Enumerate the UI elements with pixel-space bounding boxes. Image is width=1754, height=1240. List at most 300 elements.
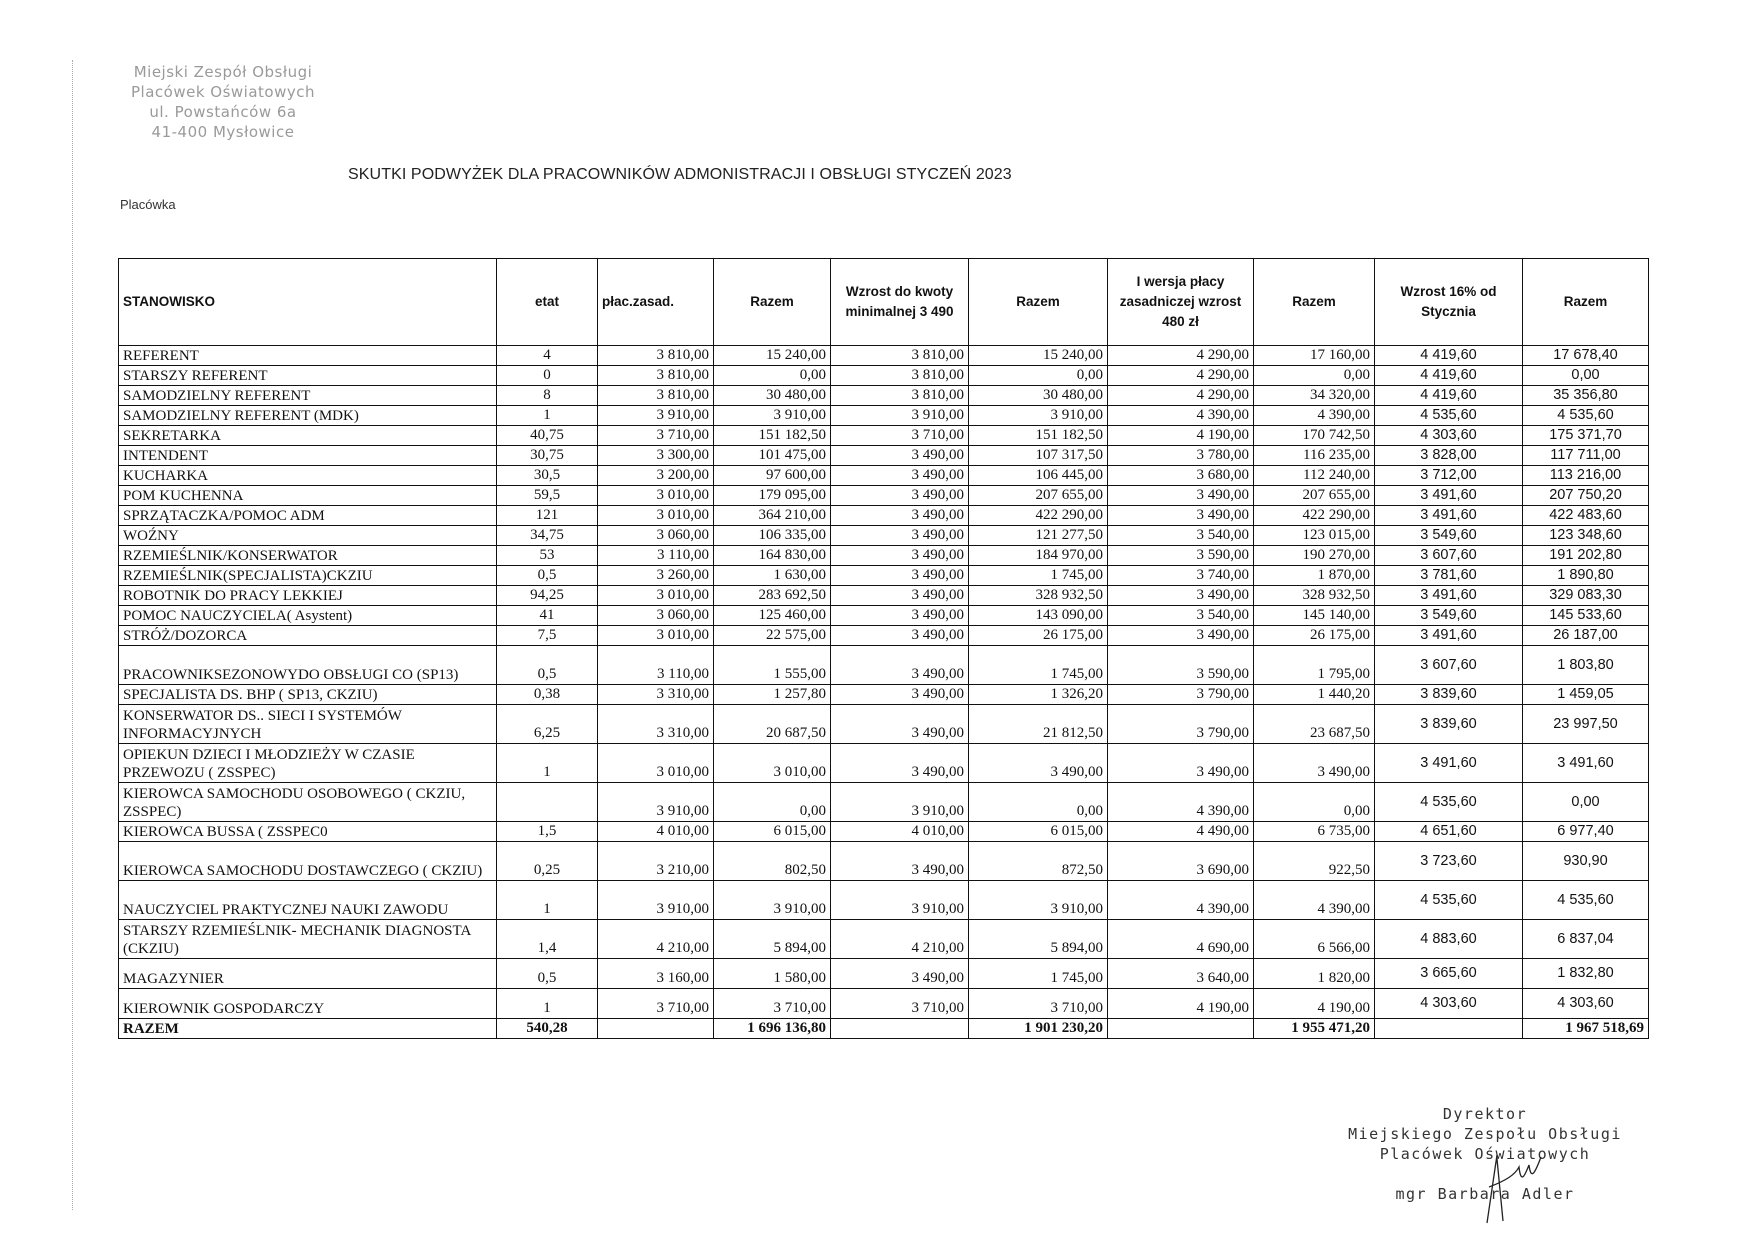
header-wzrost-minimalnej: Wzrost do kwoty minimalnej 3 490 xyxy=(831,259,969,346)
cell-razem-3: 23 687,50 xyxy=(1254,705,1375,744)
cell-wersja-480: 4 190,00 xyxy=(1108,989,1254,1019)
cell-etat: 1,5 xyxy=(497,822,598,842)
cell-wzrost-16: 3 491,60 xyxy=(1375,586,1523,606)
table-row xyxy=(119,744,1649,783)
cell-etat: 0,25 xyxy=(497,842,598,881)
cell-wzrost-minimalnej: 3 490,00 xyxy=(831,506,969,526)
cell-wzrost-minimalnej: 3 490,00 xyxy=(831,646,969,685)
cell-wzrost-16: 4 651,60 xyxy=(1375,822,1523,842)
cell-stanowisko: RZEMIEŚLNIK/KONSERWATOR xyxy=(119,546,497,566)
cell-wzrost-minimalnej: 4 010,00 xyxy=(831,822,969,842)
cell-wzrost-minimalnej: 3 490,00 xyxy=(831,526,969,546)
cell-wzrost-minimalnej: 3 910,00 xyxy=(831,881,969,920)
cell-razem-2: 21 812,50 xyxy=(969,705,1108,744)
cell-razem-3: 6 566,00 xyxy=(1254,920,1375,959)
cell-wzrost-minimalnej: 3 490,00 xyxy=(831,606,969,626)
table-row xyxy=(119,646,1649,685)
salary-table xyxy=(118,258,1649,1039)
cell-wzrost-16: 3 491,60 xyxy=(1375,626,1523,646)
cell-wzrost-minimalnej: 3 490,00 xyxy=(831,466,969,486)
cell-razem-3: 0,00 xyxy=(1254,783,1375,822)
cell-razem-1: 283 692,50 xyxy=(714,586,831,606)
cell-etat xyxy=(497,783,598,822)
cell-etat: 0,38 xyxy=(497,685,598,705)
cell-stanowisko: SAMODZIELNY REFERENT (MDK) xyxy=(119,406,497,426)
header-razem-1: Razem xyxy=(714,259,831,346)
cell-razem-3: 422 290,00 xyxy=(1254,506,1375,526)
cell-wersja-480: 3 490,00 xyxy=(1108,486,1254,506)
cell-razem-4: 145 533,60 xyxy=(1523,606,1649,626)
cell-stanowisko: STRÓŻ/DOZORCA xyxy=(119,626,497,646)
cell-wzrost-minimalnej: 3 490,00 xyxy=(831,626,969,646)
cell-razem-3: 328 932,50 xyxy=(1254,586,1375,606)
cell-razem-3: 1 870,00 xyxy=(1254,566,1375,586)
cell-stanowisko: INTENDENT xyxy=(119,446,497,466)
header-wzrost-16: Wzrost 16% od Stycznia xyxy=(1375,259,1523,346)
cell-stanowisko: KONSERWATOR DS.. SIECI I SYSTEMÓW INFORMACYJNYCH xyxy=(119,705,497,744)
cell-razem-3: 922,50 xyxy=(1254,842,1375,881)
total-cell-stanowisko: RAZEM xyxy=(119,1019,497,1039)
cell-razem-2: 328 932,50 xyxy=(969,586,1108,606)
cell-razem-2: 3 710,00 xyxy=(969,989,1108,1019)
table-row xyxy=(119,506,1649,526)
header-razem-3: Razem xyxy=(1254,259,1375,346)
cell-wzrost-16: 3 491,60 xyxy=(1375,486,1523,506)
cell-razem-1: 22 575,00 xyxy=(714,626,831,646)
cell-wersja-480: 3 490,00 xyxy=(1108,506,1254,526)
cell-wzrost-minimalnej: 3 910,00 xyxy=(831,783,969,822)
cell-stanowisko: SPRZĄTACZKA/POMOC ADM xyxy=(119,506,497,526)
cell-razem-4: 207 750,20 xyxy=(1523,486,1649,506)
cell-stanowisko: WOŹNY xyxy=(119,526,497,546)
cell-wzrost-minimalnej: 3 490,00 xyxy=(831,586,969,606)
cell-razem-2: 1 745,00 xyxy=(969,646,1108,685)
total-cell-razem-1: 1 696 136,80 xyxy=(714,1019,831,1039)
cell-razem-3: 6 735,00 xyxy=(1254,822,1375,842)
cell-razem-3: 123 015,00 xyxy=(1254,526,1375,546)
cell-razem-4: 0,00 xyxy=(1523,366,1649,386)
cell-wzrost-minimalnej: 3 490,00 xyxy=(831,705,969,744)
cell-stanowisko: NAUCZYCIEL PRAKTYCZNEJ NAUKI ZAWODU xyxy=(119,881,497,920)
cell-razem-2: 422 290,00 xyxy=(969,506,1108,526)
cell-wzrost-minimalnej: 3 710,00 xyxy=(831,989,969,1019)
cell-wersja-480: 4 190,00 xyxy=(1108,426,1254,446)
table-row xyxy=(119,881,1649,920)
cell-etat: 40,75 xyxy=(497,426,598,446)
cell-wersja-480: 3 790,00 xyxy=(1108,685,1254,705)
cell-razem-4: 3 491,60 xyxy=(1523,744,1649,783)
cell-razem-1: 1 555,00 xyxy=(714,646,831,685)
document-title: SKUTKI PODWYŻEK DLA PRACOWNIKÓW ADMONISTRACJI I OBSŁUGI STYCZEŃ 2023 xyxy=(348,166,1012,183)
cell-etat: 1 xyxy=(497,989,598,1019)
cell-wzrost-16: 4 419,60 xyxy=(1375,386,1523,406)
table-row xyxy=(119,446,1649,466)
cell-razem-4: 422 483,60 xyxy=(1523,506,1649,526)
cell-wersja-480: 4 690,00 xyxy=(1108,920,1254,959)
table-row xyxy=(119,426,1649,446)
header-razem-2: Razem xyxy=(969,259,1108,346)
cell-razem-2: 6 015,00 xyxy=(969,822,1108,842)
cell-plac-zasad: 3 010,00 xyxy=(598,626,714,646)
signature-name: mgr Barbara Adler xyxy=(1395,1185,1575,1203)
total-cell-razem-2: 1 901 230,20 xyxy=(969,1019,1108,1039)
cell-wersja-480: 4 390,00 xyxy=(1108,783,1254,822)
cell-plac-zasad: 3 710,00 xyxy=(598,989,714,1019)
cell-razem-3: 116 235,00 xyxy=(1254,446,1375,466)
cell-wzrost-minimalnej: 3 810,00 xyxy=(831,386,969,406)
cell-razem-1: 164 830,00 xyxy=(714,546,831,566)
institution-stamp xyxy=(108,62,338,142)
cell-razem-1: 1 580,00 xyxy=(714,959,831,989)
cell-razem-1: 1 257,80 xyxy=(714,685,831,705)
cell-plac-zasad: 3 910,00 xyxy=(598,881,714,920)
cell-razem-2: 184 970,00 xyxy=(969,546,1108,566)
cell-razem-4: 191 202,80 xyxy=(1523,546,1649,566)
cell-razem-1: 15 240,00 xyxy=(714,346,831,366)
cell-razem-2: 3 490,00 xyxy=(969,744,1108,783)
cell-plac-zasad: 3 110,00 xyxy=(598,546,714,566)
cell-stanowisko: KIEROWCA BUSSA ( ZSSPEC0 xyxy=(119,822,497,842)
cell-razem-4: 1 890,80 xyxy=(1523,566,1649,586)
cell-wersja-480: 4 390,00 xyxy=(1108,406,1254,426)
cell-razem-2: 121 277,50 xyxy=(969,526,1108,546)
cell-wersja-480: 4 290,00 xyxy=(1108,346,1254,366)
cell-razem-4: 0,00 xyxy=(1523,783,1649,822)
cell-wzrost-minimalnej: 3 490,00 xyxy=(831,546,969,566)
cell-wzrost-minimalnej: 3 710,00 xyxy=(831,426,969,446)
cell-etat: 30,75 xyxy=(497,446,598,466)
table-row xyxy=(119,346,1649,366)
table-row xyxy=(119,546,1649,566)
stamp-line-1: Miejski Zespół Obsługi xyxy=(133,63,313,81)
cell-wersja-480: 3 540,00 xyxy=(1108,606,1254,626)
cell-razem-1: 151 182,50 xyxy=(714,426,831,446)
cell-razem-1: 3 910,00 xyxy=(714,406,831,426)
total-cell-razem-3: 1 955 471,20 xyxy=(1254,1019,1375,1039)
cell-wzrost-minimalnej: 3 490,00 xyxy=(831,744,969,783)
cell-etat: 0 xyxy=(497,366,598,386)
cell-razem-1: 802,50 xyxy=(714,842,831,881)
cell-razem-4: 123 348,60 xyxy=(1523,526,1649,546)
cell-razem-3: 4 390,00 xyxy=(1254,406,1375,426)
cell-razem-4: 26 187,00 xyxy=(1523,626,1649,646)
scan-margin-line xyxy=(72,60,73,1210)
cell-wzrost-minimalnej: 3 810,00 xyxy=(831,346,969,366)
table-row xyxy=(119,626,1649,646)
cell-razem-1: 125 460,00 xyxy=(714,606,831,626)
cell-razem-1: 1 630,00 xyxy=(714,566,831,586)
cell-wzrost-16: 3 491,60 xyxy=(1375,744,1523,783)
cell-razem-1: 179 095,00 xyxy=(714,486,831,506)
cell-razem-2: 1 745,00 xyxy=(969,566,1108,586)
table-row xyxy=(119,606,1649,626)
cell-plac-zasad: 3 810,00 xyxy=(598,366,714,386)
cell-razem-4: 113 216,00 xyxy=(1523,466,1649,486)
cell-wzrost-16: 3 491,60 xyxy=(1375,506,1523,526)
cell-razem-3: 17 160,00 xyxy=(1254,346,1375,366)
table-row xyxy=(119,705,1649,744)
cell-razem-4: 175 371,70 xyxy=(1523,426,1649,446)
table-row xyxy=(119,959,1649,989)
cell-stanowisko: KUCHARKA xyxy=(119,466,497,486)
cell-etat: 94,25 xyxy=(497,586,598,606)
cell-plac-zasad: 3 910,00 xyxy=(598,406,714,426)
cell-wersja-480: 4 290,00 xyxy=(1108,386,1254,406)
cell-stanowisko: OPIEKUN DZIECI I MŁODZIEŻY W CZASIE PRZEWOZU ( ZSSPEC) xyxy=(119,744,497,783)
cell-razem-4: 1 803,80 xyxy=(1523,646,1649,685)
header-plac-zasad: płac.zasad. xyxy=(598,259,714,346)
cell-wzrost-16: 4 419,60 xyxy=(1375,346,1523,366)
cell-razem-3: 4 390,00 xyxy=(1254,881,1375,920)
cell-wersja-480: 4 390,00 xyxy=(1108,881,1254,920)
cell-wzrost-minimalnej: 3 810,00 xyxy=(831,366,969,386)
cell-razem-3: 207 655,00 xyxy=(1254,486,1375,506)
cell-wzrost-16: 3 723,60 xyxy=(1375,842,1523,881)
cell-razem-4: 17 678,40 xyxy=(1523,346,1649,366)
cell-wzrost-minimalnej: 3 490,00 xyxy=(831,959,969,989)
table-row xyxy=(119,386,1649,406)
cell-etat: 59,5 xyxy=(497,486,598,506)
cell-stanowisko: SAMODZIELNY REFERENT xyxy=(119,386,497,406)
total-cell-wersja-480 xyxy=(1108,1019,1254,1039)
cell-razem-4: 1 832,80 xyxy=(1523,959,1649,989)
cell-plac-zasad: 3 010,00 xyxy=(598,586,714,606)
table-row xyxy=(119,920,1649,959)
table-row xyxy=(119,406,1649,426)
cell-wersja-480: 3 690,00 xyxy=(1108,842,1254,881)
cell-razem-2: 0,00 xyxy=(969,783,1108,822)
table-row xyxy=(119,586,1649,606)
cell-razem-4: 1 459,05 xyxy=(1523,685,1649,705)
cell-stanowisko: KIEROWCA SAMOCHODU DOSTAWCZEGO ( CKZIU) xyxy=(119,842,497,881)
cell-plac-zasad: 3 710,00 xyxy=(598,426,714,446)
table-row xyxy=(119,566,1649,586)
cell-wzrost-16: 4 535,60 xyxy=(1375,881,1523,920)
cell-razem-4: 4 535,60 xyxy=(1523,881,1649,920)
stamp-line-4: 41-400 Mysłowice xyxy=(151,123,295,141)
cell-razem-2: 3 910,00 xyxy=(969,406,1108,426)
cell-etat: 7,5 xyxy=(497,626,598,646)
cell-razem-4: 930,90 xyxy=(1523,842,1649,881)
table-row xyxy=(119,366,1649,386)
cell-stanowisko: SEKRETARKA xyxy=(119,426,497,446)
cell-razem-3: 1 440,20 xyxy=(1254,685,1375,705)
cell-razem-2: 1 745,00 xyxy=(969,959,1108,989)
cell-stanowisko: STARSZY REFERENT xyxy=(119,366,497,386)
cell-razem-4: 117 711,00 xyxy=(1523,446,1649,466)
table-row xyxy=(119,466,1649,486)
cell-plac-zasad: 3 010,00 xyxy=(598,506,714,526)
cell-razem-2: 1 326,20 xyxy=(969,685,1108,705)
cell-razem-2: 151 182,50 xyxy=(969,426,1108,446)
cell-razem-1: 3 010,00 xyxy=(714,744,831,783)
table-body xyxy=(119,346,1649,1039)
cell-wzrost-16: 4 535,60 xyxy=(1375,783,1523,822)
cell-razem-1: 30 480,00 xyxy=(714,386,831,406)
cell-plac-zasad: 3 210,00 xyxy=(598,842,714,881)
table-total-row xyxy=(119,1019,1649,1039)
cell-etat: 4 xyxy=(497,346,598,366)
cell-wzrost-16: 3 712,00 xyxy=(1375,466,1523,486)
cell-wersja-480: 3 490,00 xyxy=(1108,744,1254,783)
cell-plac-zasad: 4 210,00 xyxy=(598,920,714,959)
cell-razem-4: 329 083,30 xyxy=(1523,586,1649,606)
cell-stanowisko: POM KUCHENNA xyxy=(119,486,497,506)
cell-wersja-480: 3 640,00 xyxy=(1108,959,1254,989)
cell-wzrost-16: 3 781,60 xyxy=(1375,566,1523,586)
cell-razem-3: 112 240,00 xyxy=(1254,466,1375,486)
cell-wzrost-16: 3 549,60 xyxy=(1375,606,1523,626)
table-row xyxy=(119,526,1649,546)
cell-razem-1: 97 600,00 xyxy=(714,466,831,486)
cell-plac-zasad: 3 810,00 xyxy=(598,386,714,406)
cell-razem-3: 170 742,50 xyxy=(1254,426,1375,446)
total-cell-wzrost-16 xyxy=(1375,1019,1523,1039)
cell-etat: 121 xyxy=(497,506,598,526)
cell-razem-2: 143 090,00 xyxy=(969,606,1108,626)
cell-wersja-480: 4 290,00 xyxy=(1108,366,1254,386)
cell-stanowisko: ROBOTNIK DO PRACY LEKKIEJ xyxy=(119,586,497,606)
cell-razem-2: 5 894,00 xyxy=(969,920,1108,959)
placowka-label: Placówka xyxy=(120,197,176,212)
cell-razem-4: 4 303,60 xyxy=(1523,989,1649,1019)
cell-etat: 53 xyxy=(497,546,598,566)
cell-razem-4: 35 356,80 xyxy=(1523,386,1649,406)
cell-wzrost-minimalnej: 3 490,00 xyxy=(831,842,969,881)
cell-plac-zasad: 3 310,00 xyxy=(598,705,714,744)
cell-razem-2: 106 445,00 xyxy=(969,466,1108,486)
cell-wersja-480: 3 540,00 xyxy=(1108,526,1254,546)
cell-wzrost-16: 4 303,60 xyxy=(1375,426,1523,446)
cell-wersja-480: 3 590,00 xyxy=(1108,546,1254,566)
cell-razem-2: 207 655,00 xyxy=(969,486,1108,506)
cell-plac-zasad: 3 010,00 xyxy=(598,744,714,783)
table-header-row xyxy=(119,259,1649,346)
cell-razem-1: 20 687,50 xyxy=(714,705,831,744)
cell-razem-3: 34 320,00 xyxy=(1254,386,1375,406)
cell-etat: 0,5 xyxy=(497,566,598,586)
cell-razem-2: 26 175,00 xyxy=(969,626,1108,646)
cell-wzrost-16: 3 828,00 xyxy=(1375,446,1523,466)
cell-razem-3: 1 795,00 xyxy=(1254,646,1375,685)
cell-razem-4: 6 837,04 xyxy=(1523,920,1649,959)
table-row xyxy=(119,989,1649,1019)
cell-wzrost-16: 3 607,60 xyxy=(1375,546,1523,566)
cell-etat: 1 xyxy=(497,744,598,783)
cell-etat: 34,75 xyxy=(497,526,598,546)
cell-razem-1: 101 475,00 xyxy=(714,446,831,466)
table-row xyxy=(119,822,1649,842)
cell-plac-zasad: 3 060,00 xyxy=(598,606,714,626)
cell-stanowisko: REFERENT xyxy=(119,346,497,366)
cell-wersja-480: 3 740,00 xyxy=(1108,566,1254,586)
cell-wersja-480: 3 780,00 xyxy=(1108,446,1254,466)
cell-razem-1: 5 894,00 xyxy=(714,920,831,959)
cell-stanowisko: PRACOWNIKSEZONOWYDO OBSŁUGI CO (SP13) xyxy=(119,646,497,685)
cell-plac-zasad: 3 310,00 xyxy=(598,685,714,705)
signature-title: Dyrektor xyxy=(1442,1105,1528,1123)
cell-stanowisko: POMOC NAUCZYCIELA( Asystent) xyxy=(119,606,497,626)
header-stanowisko: STANOWISKO xyxy=(119,259,497,346)
cell-razem-2: 872,50 xyxy=(969,842,1108,881)
cell-wzrost-16: 4 303,60 xyxy=(1375,989,1523,1019)
cell-razem-1: 364 210,00 xyxy=(714,506,831,526)
cell-razem-2: 15 240,00 xyxy=(969,346,1108,366)
signature-institution-1: Miejskiego Zespołu Obsługi xyxy=(1348,1125,1622,1143)
cell-wersja-480: 3 490,00 xyxy=(1108,586,1254,606)
cell-razem-1: 0,00 xyxy=(714,366,831,386)
cell-wzrost-minimalnej: 3 910,00 xyxy=(831,406,969,426)
cell-plac-zasad: 3 260,00 xyxy=(598,566,714,586)
cell-wzrost-minimalnej: 3 490,00 xyxy=(831,685,969,705)
cell-wzrost-16: 4 419,60 xyxy=(1375,366,1523,386)
total-cell-etat: 540,28 xyxy=(497,1019,598,1039)
cell-wzrost-16: 3 839,60 xyxy=(1375,705,1523,744)
cell-plac-zasad: 3 300,00 xyxy=(598,446,714,466)
table-row xyxy=(119,685,1649,705)
total-cell-razem-4: 1 967 518,69 xyxy=(1523,1019,1649,1039)
cell-stanowisko: RZEMIEŚLNIK(SPECJALISTA)CKZIU xyxy=(119,566,497,586)
cell-wersja-480: 4 490,00 xyxy=(1108,822,1254,842)
cell-razem-2: 3 910,00 xyxy=(969,881,1108,920)
cell-etat: 0,5 xyxy=(497,646,598,685)
cell-wzrost-16: 4 535,60 xyxy=(1375,406,1523,426)
handwritten-signature-icon xyxy=(1475,1145,1545,1225)
cell-wzrost-minimalnej: 3 490,00 xyxy=(831,446,969,466)
total-cell-plac-zasad xyxy=(598,1019,714,1039)
cell-razem-3: 26 175,00 xyxy=(1254,626,1375,646)
cell-etat: 1 xyxy=(497,881,598,920)
cell-wzrost-minimalnej: 4 210,00 xyxy=(831,920,969,959)
cell-razem-1: 0,00 xyxy=(714,783,831,822)
cell-wersja-480: 3 680,00 xyxy=(1108,466,1254,486)
table-row xyxy=(119,783,1649,822)
header-etat: etat xyxy=(497,259,598,346)
stamp-line-2: Placówek Oświatowych xyxy=(131,83,315,101)
table-row xyxy=(119,486,1649,506)
cell-wersja-480: 3 490,00 xyxy=(1108,626,1254,646)
cell-plac-zasad: 3 200,00 xyxy=(598,466,714,486)
cell-etat: 6,25 xyxy=(497,705,598,744)
cell-wersja-480: 3 590,00 xyxy=(1108,646,1254,685)
signature-institution-2: Placówek Oświatowych xyxy=(1379,1145,1591,1163)
cell-razem-3: 190 270,00 xyxy=(1254,546,1375,566)
cell-razem-1: 3 710,00 xyxy=(714,989,831,1019)
cell-wersja-480: 3 790,00 xyxy=(1108,705,1254,744)
cell-stanowisko: SPECJALISTA DS. BHP ( SP13, CKZIU) xyxy=(119,685,497,705)
cell-razem-3: 0,00 xyxy=(1254,366,1375,386)
cell-plac-zasad: 3 810,00 xyxy=(598,346,714,366)
cell-wzrost-16: 3 665,60 xyxy=(1375,959,1523,989)
cell-stanowisko: KIEROWNIK GOSPODARCZY xyxy=(119,989,497,1019)
cell-wzrost-16: 3 607,60 xyxy=(1375,646,1523,685)
cell-razem-1: 3 910,00 xyxy=(714,881,831,920)
cell-razem-3: 4 190,00 xyxy=(1254,989,1375,1019)
cell-wzrost-minimalnej: 3 490,00 xyxy=(831,486,969,506)
cell-etat: 41 xyxy=(497,606,598,626)
header-wersja-480: I wersja płacy zasadniczej wzrost 480 zł xyxy=(1108,259,1254,346)
cell-razem-3: 145 140,00 xyxy=(1254,606,1375,626)
cell-razem-1: 6 015,00 xyxy=(714,822,831,842)
cell-wzrost-16: 4 883,60 xyxy=(1375,920,1523,959)
cell-stanowisko: STARSZY RZEMIEŚLNIK- MECHANIK DIAGNOSTA (CKZIU) xyxy=(119,920,497,959)
cell-razem-4: 4 535,60 xyxy=(1523,406,1649,426)
table-row xyxy=(119,842,1649,881)
header-razem-4: Razem xyxy=(1523,259,1649,346)
cell-razem-4: 6 977,40 xyxy=(1523,822,1649,842)
cell-etat: 30,5 xyxy=(497,466,598,486)
cell-razem-2: 30 480,00 xyxy=(969,386,1108,406)
